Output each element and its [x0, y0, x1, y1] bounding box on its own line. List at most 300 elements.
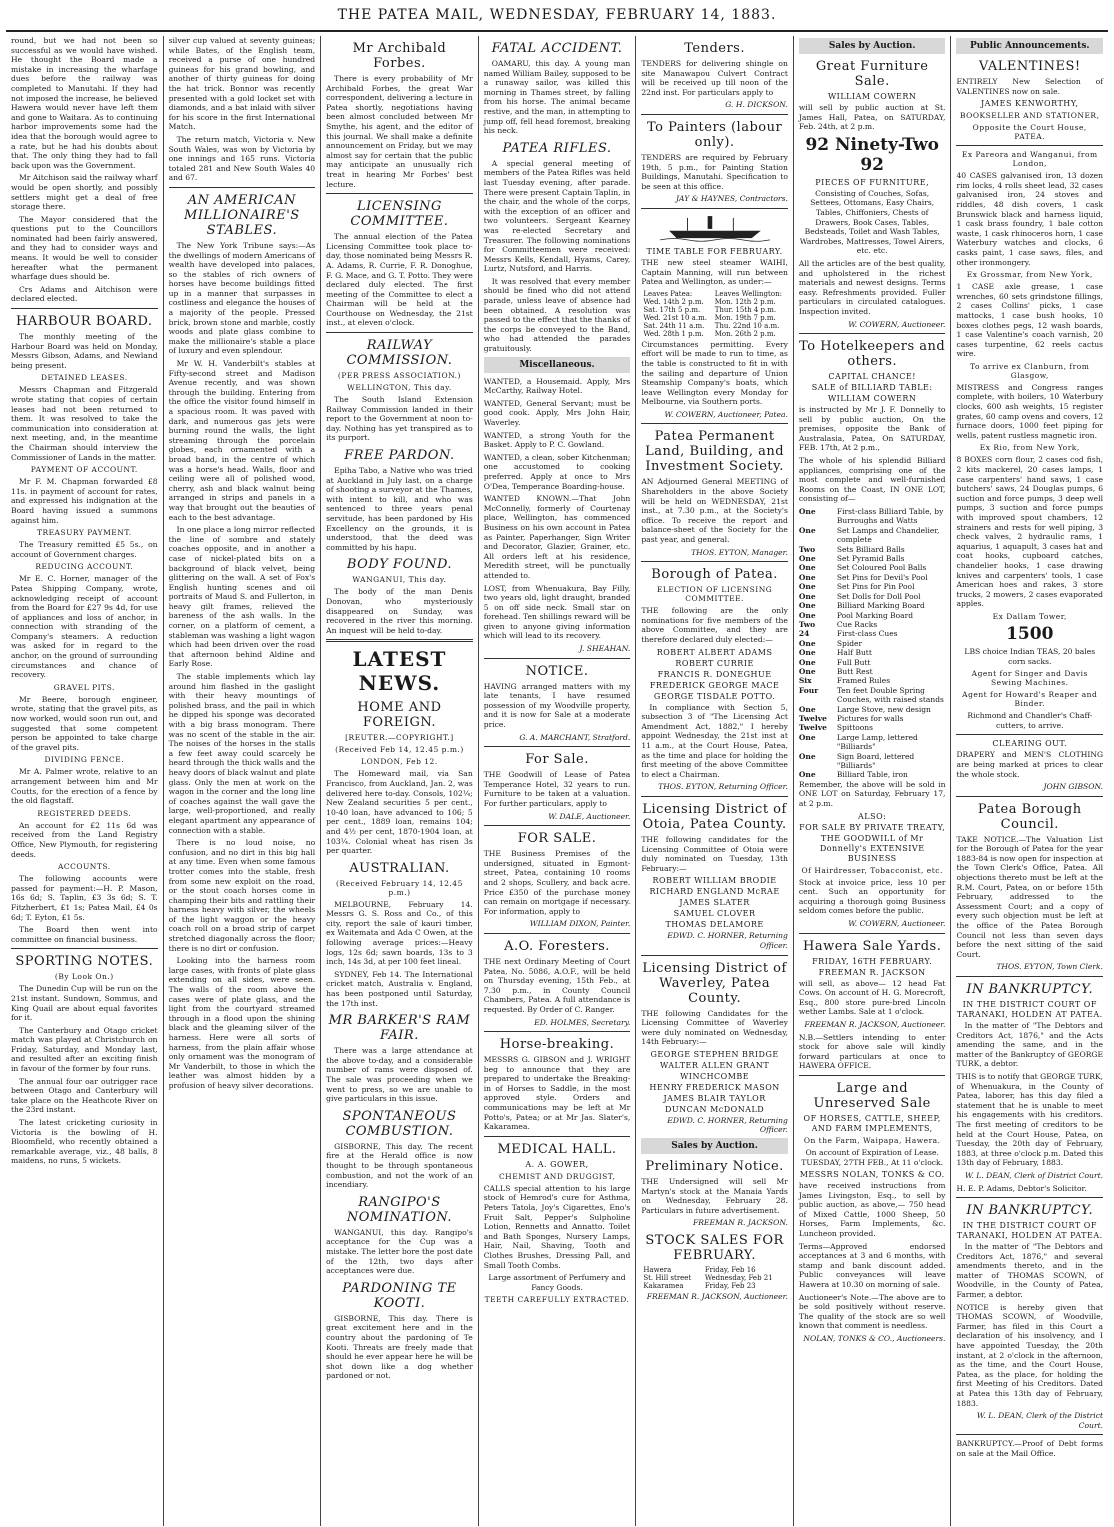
- auctioneer-name: FREEMAN R. JACKSON: [818, 967, 926, 977]
- railway-heading: RAILWAY COMMISSION.: [346, 338, 453, 369]
- divider: [799, 333, 946, 334]
- article-text: Crs Adams and Aitchison were declared elected.: [11, 284, 158, 304]
- lot-item: [799, 545, 946, 554]
- divider: [326, 332, 473, 333]
- timetable-heading: TIME TABLE FOR FEBRUARY.: [646, 246, 783, 256]
- table-cell: Friday, Feb 16: [704, 1266, 756, 1275]
- signature: THOS. EYTON, Manager.: [691, 547, 788, 557]
- shipment-line: Ex Rio, from New York,: [979, 443, 1080, 453]
- candidate-name: RICHARD ENGLAND McRAE: [649, 887, 780, 897]
- classified-ad: TENDERS for delivering shingle on site Manawapou Culvert Contract will be received up till noon of the 22nd inst. For particulars apply to: [641, 59, 788, 97]
- miscellaneous-banner: Miscellaneous.: [484, 357, 631, 373]
- classified-ad: is instructed by Mr J. F. Donnelly to sell by public auction, On the premises, opposite the Bank of Australasia, Patea, On SATURDAY, FEB. 17th, At 2 p.m.,: [798, 405, 946, 453]
- medical-hall-heading: MEDICAL HALL.: [497, 1141, 617, 1157]
- agent-line: Agent for Howard's Reaper and Binder.: [962, 690, 1098, 709]
- lot-item: [799, 639, 946, 648]
- lot-description: Set Pins for Pin Pool: [836, 582, 915, 592]
- signature: FREEMAN R. JACKSON, Auctioneer.: [646, 1292, 788, 1302]
- classified-ad: LOST, from Whenuakura, Bay Filly, two years old, light draught, branded 5 on off side neck. Small star on forehead. Ten shillings reward will be given to anyone giving information which will lead to its recovery.: [483, 583, 631, 641]
- classified-ad: Stock at invoice price, less 10 per cent. Such an opportunity for acquiring a thorough going Business seldom comes before the public.: [798, 877, 946, 916]
- furniture-line: PIECES OF FURNITURE,: [815, 177, 930, 187]
- table-cell: Friday, Feb 23: [704, 1282, 756, 1291]
- lot-quantity: One: [798, 563, 816, 573]
- sale-subheading: OF HORSES, CATTLE, SHEEP, AND FARM IMPLEMENTS,: [803, 1113, 941, 1133]
- lot-quantity: One: [798, 610, 816, 620]
- classified-ad: In the matter of "The Debtors and Creditors Act, 1876," and several amendments thereto, and in the matter of THOMAS SCOWN, of Woodville, in the County of Patea, Farmer, a debtor.: [956, 1242, 1104, 1300]
- lot-description: Set Pins for Devil's Pool: [836, 572, 928, 582]
- signature: JAY & HAYNES, Contractors.: [676, 194, 788, 204]
- divider: [484, 746, 631, 747]
- subheading: ELECTION OF LICENSING COMMITTEE.: [656, 585, 773, 604]
- ram-fair-heading: MR BARKER'S RAM FAIR.: [328, 1013, 471, 1044]
- signature: W. COWERN, Auctioneer.: [848, 918, 946, 928]
- lot-item: [799, 582, 946, 591]
- lot-quantity: One: [798, 648, 816, 658]
- article-text: The Mayor considered that the questions put to the Councillors nominated had been fairly answered, and they had to consider ways and means. It would be well to consider hereafter what the permanent wharfage dues should be.: [11, 214, 158, 282]
- article-text: The annual election of the Patea Licensing Committee took place to-day, those nominated being Messrs R. A. Adams, R. Currie, F. R. Donoghue, F. G. Mace, and G. T. Potto. They were declared duly elected. The first meeting of the Committee to elect a Chairman will be held at the Courthouse on Wednesday, the 21st inst., at eleven o'clock.: [326, 232, 473, 328]
- classified-ad: Consisting of Couches, Sofas, Settees, Ottomans, Easy Chairs, Tables, Chiffoniers, Chests of Drawers, Book Cases, Tables, Bedsteads, Toilet and Wash Tables, Wardrobes, Mattresses, Towel Airers, etc. etc.: [799, 188, 945, 256]
- merchant-name: JAMES KENWORTHY,: [980, 99, 1079, 109]
- column-5: [636, 36, 794, 1526]
- te-kooti-heading: PARDONING TE KOOTI.: [342, 1280, 457, 1311]
- candidate-name: GEORGE STEPHEN BRIDGE: [650, 1049, 779, 1059]
- shipment-line: To arrive ex Clanburn, from Glasgow,: [970, 361, 1090, 380]
- article-text: Looking into the harness room large cases, with fronts of plate glass extending on all sides, were seen. The walls of the room above the cases were of plate glass, and the light from the courtyard streamed through in a flood upon the shining black and the gleaming silver of the harness. Here were all sorts of harness, from the plain affair whose only ornament was the monogram of Mr Vanderbilt, to those in which the leather was almost hidden by a profusion of heavy silver decorations.: [168, 956, 316, 1090]
- lot-description: Set Lamps and Chandelier, complete: [836, 525, 940, 545]
- bankruptcy-heading: IN BANKRUPTCY.: [966, 982, 1094, 997]
- lot-description: Cue Racks: [836, 619, 878, 629]
- latest-news-heading: LATEST NEWS.: [352, 647, 447, 696]
- signature: W. COWERN, Auctioneer, Patea.: [664, 409, 788, 419]
- signature: J. SHEAHAN.: [579, 644, 631, 654]
- table-row: [641, 1274, 788, 1282]
- article-text: The New York Tribune says:—As the dwellings of modern Americans of wealth have developed into palaces, so the stables of rich owners of horses have become buildings fitted up in a manner that surpasses in costliness and elegance the houses of a majority of the people. Pressed brick, brown stone and marble, costly woods and plate glass combine to make the millionaire's stable a place of luxury and even splendour.: [168, 240, 316, 356]
- australian-heading: AUSTRALIAN.: [349, 860, 450, 876]
- lot-description: Billiard Marking Board: [836, 601, 925, 611]
- divider: [641, 423, 788, 424]
- article-text: The Homeward mail, via San Francisco, from Auckland, Jan. 2, was delivered here to-day. Consols, 102¼; New Zealand securities 5 per cent., 10-40 loan, have advanced to 106; 5 per cent., 1889 loan, remains 104; and 4½ per cent, 1870-1904 loan, at 103¼. Colonial wheat has risen 3s per quarter.: [326, 769, 473, 856]
- press-line: (PER PRESS ASSOCIATION.): [337, 371, 461, 381]
- lot-quantity: One: [798, 507, 816, 517]
- borough-heading: Borough of Patea.: [651, 567, 778, 583]
- article-text: Messrs Chapman and Fitzgerald wrote stating that copies of certain leases had not been returned to them. It was resolved to take the communication into consideration at next meeting, and, in the meantime the Chairman should interview the Commissioner of Lands in the matter.: [11, 385, 158, 462]
- signature: G. H. DICKSON.: [725, 100, 788, 110]
- divider: [799, 933, 946, 934]
- combustion-heading: SPONTANEOUS COMBUSTION.: [342, 1108, 457, 1139]
- signature: FREEMAN R. JACKSON, Auctioneer.: [804, 1019, 946, 1029]
- article-text: GISBORNE, This day. The recent fire at the Herald office is now thought to be through spontaneous combustion, and not the work of an incendiary.: [326, 1141, 473, 1190]
- table-row: [641, 298, 788, 306]
- tea-quantity: 1500: [1006, 623, 1054, 644]
- timetable: [641, 290, 788, 338]
- auction-banner: Sales by Auction.: [641, 1138, 788, 1154]
- lot-quantity: One: [798, 572, 816, 582]
- signature: ED. HOLMES, Secretary.: [534, 1017, 631, 1027]
- signature: W. L. DEAN, Clerk of District Court.: [964, 1170, 1104, 1180]
- classified-ad: All the articles are of the best quality, and upholstered in the richest materials and newest designs. Terms easy. Refreshments provided. Fuller particulars in circulated catalogues. Inspection invited.: [798, 258, 946, 316]
- lot-item: [799, 611, 946, 620]
- divider: [484, 1136, 631, 1137]
- lot-quantity: Six: [798, 676, 812, 686]
- steamer-icon: [660, 213, 770, 243]
- signature: NOLAN, TONKS & CO., Auctioneers.: [803, 1334, 946, 1343]
- classified-ad: will sell by public auction at St. James Hall, Patea, on SATURDAY, Feb. 24th, at 2 p.m.: [798, 103, 946, 132]
- subheading: ACCOUNTS.: [57, 862, 111, 872]
- article-text: Mr Beere, borough engineer, wrote, stating that the gravel pits, as now worked, would soon run out, and suggested that some competent person be appointed to take charge of the gravel pits.: [11, 694, 158, 752]
- article-text: In one place a long mirror reflected the line of sombre and stately coaches opposite, and in another a case of nickel-plated bits on a background of black velvet, being glittering on the wall. A set of Fox's English hunting scenes and oil portraits of Maud S. and Fullerton, in heavy gilt frames, relieved the bareness of the ash walls. In the corner, on a platform of cement, a stableman was washing a light wagon which had been driven over the road that afternoon behind Aldine and Early Rose.: [168, 525, 316, 669]
- divider: [956, 734, 1103, 735]
- classified-ad: HAVING arranged matters with my late tenants, I have resumed possession of my Woodville property, and it is now for Sale at a moderate price.: [483, 681, 631, 730]
- classified-ad: WANTED KNOWN.—That John McConnelly, formerly of Courtenay place, Wellington, has commenced Business on his own account in Patea as Painter, Paperhanger, Sign Writer and Decorator, Glazier, Grainer, etc. All orders left at his residence, Meredith street, will be punctually attended to.: [483, 494, 631, 580]
- classified-ad: In compliance with Section 5, subsection 3 of "The Licensing Act Amendment Act, 1882," I hereby appoint Wednesday, the 21st inst at 11 a.m., at the Court House, Patea, as the time and place for holding the first meeting of the above Committee to elect a Chairman.: [641, 702, 788, 779]
- lot-quantity: Twelve: [798, 713, 827, 723]
- signature: JOHN GIBSON.: [1043, 782, 1104, 792]
- divider: [956, 1197, 1103, 1198]
- subheading: TREASURY PAYMENT.: [36, 528, 132, 538]
- signature: W. L. DEAN, Clerk of the District Court.: [976, 1411, 1104, 1430]
- article-text: The latest cricketing curiosity in Victoria is the bowling of H. Bloomfield, who recently obtained a remarkable average, viz., 48 balls, 8 maidens, no runs, 5 wickets.: [11, 1118, 158, 1166]
- notice-heading: NOTICE.: [525, 663, 589, 679]
- lot-description: Pictures for walls: [836, 713, 904, 723]
- lot-description: Billiard Table, iron: [836, 770, 908, 780]
- agent-line: Agent for Singer and Davis Sewing Machines.: [971, 669, 1088, 688]
- signature: THOS. EYTON, Returning Officer.: [658, 782, 788, 792]
- body-found-heading: BODY FOUND.: [346, 557, 453, 573]
- classified-ad: TAKE NOTICE.—The Valuation List for the Borough of Patea for the year 1883-84 is now open for inspection at the Town Clerk's Office, Patea. All objections thereto must be left at the R.M. Court, Patea, on or before 15th February, addressed to the Assessment Court; and a copy of every such objection must be left at the office of the Patea Borough Council not less than seven days before the next sitting of the said Court.: [956, 834, 1104, 959]
- lot-item: [799, 526, 946, 545]
- lot-description: Sign Board, lettered "Billiards": [836, 751, 915, 770]
- table-header: Leaves Wellington:: [714, 289, 782, 298]
- lot-description: Ten feet Double Spring Couches, with raised stands: [836, 685, 944, 705]
- lot-item: [799, 648, 946, 657]
- table-cell: Mon. 19th 7 p.m.: [714, 313, 776, 322]
- lot-item: [799, 733, 946, 752]
- also-line: ALSO:: [858, 811, 887, 821]
- lot-quantity: One: [798, 638, 816, 648]
- lot-item: [799, 620, 946, 629]
- article-text: The stable implements which lay around him flashed in the gaslight with their heavy mountings of polished brass, and the pail in which he dipped his sponge was decorated with a big brass monogram. There was no scent of the stable in the air. The noises of the horses in the stalls a few feet away could scarcely be heard through the thick walls and the heavy doors of black walnut and plate glass. Only the men at work on the wagon in the corner and the long line of coaches against the wall gave the large, well-proportioned, and really elegant apartment any appearance of connection with a stable.: [168, 672, 316, 835]
- sale-date: FRIDAY, 16TH FEBRUARY.: [812, 956, 933, 966]
- classified-ad: Richmond and Chandler's Chaff-cutters, to arrive.: [967, 711, 1093, 730]
- lot-description: Large Stove, new design: [836, 704, 931, 714]
- classified-ad: WANTED, a Housemaid. Apply, Mrs McCarthy, Railway Hotel.: [483, 376, 631, 396]
- dateline: WELLINGTON, This day.: [347, 383, 452, 393]
- classified-ad: TENDERS are required by February 19th, 5 p.m., for Painting Station Buildings, Manutahi. Specification to be seen at this office.: [641, 152, 788, 191]
- subheading: DETAINED LEASES.: [40, 373, 128, 383]
- furniture-sale-heading: Great Furniture Sale.: [815, 59, 929, 89]
- lot-item: [799, 563, 946, 572]
- classified-ad: THE new steel steamer WAIHI, Captain Manning, will run between Patea and Wellington, as under:—: [641, 257, 788, 287]
- article-text: The return match, Victoria v. New South Wales, was won by Victoria by one innings and 165 runs. Victoria totaled 281 and New South Wales 40 and 67.: [168, 134, 316, 183]
- forbes-heading: Mr Archibald Forbes.: [352, 41, 447, 71]
- classified-ad: 8 BOXES corn flour, 2 cases cod fish, 2 kits mackerel, 20 cases lamps, 1 case carpenters' hand saws, 1 case butchers' saws, 24 Douglas pumps, 6 suction and force pumps, 3 deep well pumps, 3 suction and force pumps with improved spout chambers, 12 strainers and rests for well piping, 3 check valves, 2 hydraulic rams, 1 aquarius, 1 aquapult, 3 cases hat and coat hooks, cupboard catches, chandelier hooks, 1 case drawing knives and carpenters' tools, 1 case American hoes and rakes, 3 store trucks, 2 mowers, 2 cases evaporated apples.: [956, 455, 1104, 609]
- table-row: [641, 1266, 788, 1274]
- rangipo-heading: RANGIPO'S NOMINATION.: [346, 1194, 453, 1225]
- lot-quantity: One: [798, 601, 816, 611]
- preliminary-heading: Preliminary Notice.: [645, 1159, 784, 1175]
- table-cell: Wed. 14th 2 p.m.: [643, 297, 704, 306]
- signature: W. DALE, Auctioneer.: [548, 811, 631, 821]
- dateline: LONDON, Feb 12.: [361, 757, 438, 767]
- table-row: [641, 322, 788, 330]
- article-text: Mr A. Palmer wrote, relative to an arrangement between him and Mr Coutts, for the erection of a fence by the old flagstaff.: [11, 767, 158, 806]
- article-text: The body of the man Denis Donovan, who mysteriously disappeared on Sunday, was recovered in the river this morning. An inquest will be held to-day.: [326, 587, 473, 635]
- candidate-name: DUNCAN McDONALD: [664, 1104, 765, 1114]
- lot-description: First-class Billiard Table, by Burroughs and Watts: [836, 507, 944, 526]
- article-text: A special general meeting of members of the Patea Rifles was held last Tuesday evening, after parade. There were present Captain Taplin, in the chair, and the whole of the corps, with the exception of an officer and two volunteers. Sergeant Kearney was re-elected Secretary and Treasurer. The following nominations for Committeemen were received: Messrs Kells, Kendall, Hyams, Carey, Lurtz, Nutsford, and Harris.: [483, 158, 631, 274]
- table-row: [641, 290, 788, 298]
- hairdresser-line: Of Hairdresser, Tobacconist, etc.: [801, 865, 943, 875]
- lot-description: Framed Rules: [836, 676, 891, 686]
- article-text: The Treasury remitted £5 5s., on account of Government charges.: [11, 540, 158, 559]
- article-text: The Canterbury and Otago cricket match was played at Christchurch on Friday, Saturday, and Monday last, and resulted after an exciting finish in favour of the former by four runs.: [11, 1025, 158, 1074]
- lot-description: Set Pyramid Balls: [836, 554, 905, 564]
- unreserved-sale-heading: Large and Unreserved Sale: [813, 1080, 931, 1111]
- classified-ad: Large assortment of Perfumery and Fancy Goods.: [488, 1273, 626, 1292]
- classified-ad: THE Goodwill of Lease of Patea Temperance Hotel, 32 years to run. Furniture to be taken at a valuation. For further particulars, apply to: [483, 770, 631, 808]
- land-society-heading: Patea Permanent Land, Building, and Investment Society.: [645, 429, 785, 475]
- subheading: REGISTERED DEEDS.: [37, 808, 132, 818]
- article-text: MELBOURNE, February 14. Messrs G. S. Ross and Co., of this city, report the sale of kauri timber, ex Waitemata and Ada C Owen, at the following average prices:—Heavy logs, 12s 6d; sawn boards, 13s to 3 inch, 14s 3d, at per 100 feet lineal.: [326, 899, 473, 967]
- classified-ad: THE following are the only nominations for five members of the above Committee, and they are therefore declared duly elected:—: [641, 606, 788, 644]
- lot-item: [799, 770, 946, 779]
- divider: [641, 561, 788, 562]
- goodwill-line: THE GOODWILL of Mr Donnelly's EXTENSIVE BUSINESS: [819, 833, 925, 863]
- painters-heading: To Painters (labour only).: [646, 119, 783, 150]
- classified-ad: In the matter of "The Debtors and Creditors Act, 1876," and the Acts amending the same, and in the matter of the Bankruptcy of GEORGE TURK, a debtor.: [956, 1021, 1104, 1069]
- bankruptcy-heading: IN BANKRUPTCY.: [966, 1203, 1094, 1219]
- table-cell: Sat. 24th 11 a.m.: [643, 321, 705, 330]
- classified-ad: will sell, as above— 12 head Fat Cows. On account of H. G. Morecroft, Esq., 800 store pure-bred Lincoln wether Lambs. Sale at 1 o'clock.: [798, 978, 946, 1017]
- classified-ad: Auctioneer's Note.—The above are to be sold positively without reserve. The quality of the stock are so well known that comment is needless.: [798, 1292, 946, 1331]
- lot-quantity: One: [798, 666, 816, 676]
- ninety-two-banner: 92 Ninety-Two 92: [805, 134, 939, 175]
- article-text: GISBORNE, This day. There is great excitement here and in the country about the pardoning of Te Kooti. Threats are freely made that should he ever appear here he will be shot down like a dog whether pardoned or not.: [326, 1313, 473, 1381]
- table-cell: Kakaramea: [643, 1282, 684, 1291]
- lot-quantity: One: [798, 770, 816, 780]
- hotelkeepers-heading: To Hotelkeepers and others.: [799, 339, 946, 370]
- lot-item: [799, 676, 946, 685]
- table-cell: Wed. 21st 10 a.m.: [643, 313, 707, 322]
- candidate-name: FREDERICK GEORGE MACE: [649, 680, 780, 690]
- tenders-heading: Tenders.: [684, 41, 745, 56]
- divider: [326, 193, 473, 194]
- table-cell: Sat. 17th 5 p.m.: [643, 305, 701, 314]
- classified-ad: Circumstances permitting. Every effort will be made to run to time, as the table is constructed to fit in with the sailing and departure of Union Steamship Company's boats, which leave Wellington every Monday for Melbourne, via Southern ports.: [641, 339, 788, 407]
- article-text: Mr F. M. Chapman forwarded £8 11s. in payment of account for rates, and expressed his indignation at the Board having issued a summons against him.: [11, 477, 158, 525]
- harbour-board-heading: HARBOUR BOARD.: [16, 314, 153, 330]
- signature: THOS. EYTON, Town Clerk.: [996, 962, 1104, 972]
- lot-item: [799, 686, 946, 705]
- table-row: [641, 314, 788, 322]
- classified-ad: 1 CASE axle grease, 1 case wrenches, 60 sets grindstone fillings, 2 cases Collins' picks, 1 case mattocks, 1 case bush hooks, 10 boxes clothes pegs, 12 wash boards, 1 case Valentine's coach varnish, 20 cases turpentine, 62 reels cactus wire.: [956, 282, 1104, 359]
- lot-quantity: One: [798, 591, 816, 601]
- dateline: WANGANUI, This day.: [352, 575, 447, 585]
- divider: [956, 1434, 1103, 1435]
- classified-ad: WANTED, a clean, sober Kitchenman; one accustomed to cooking preferred. Apply at once to Mrs O'Dea, Temperance Boarding-house.: [483, 452, 631, 491]
- lot-description: Full Butt: [836, 657, 871, 667]
- column-6: [794, 36, 952, 1526]
- lot-description: Spider: [836, 638, 863, 648]
- table-cell: Hawera: [643, 1266, 672, 1275]
- lot-quantity: Two: [798, 619, 816, 629]
- divider: [956, 796, 1103, 797]
- divider: [484, 1031, 631, 1032]
- classified-ad: THE following candidates for the Licensing Committee of Otoia were duly nominated on Tuesday, 13th February:—: [641, 834, 788, 873]
- lot-description: Large Lamp, lettered "Billiards": [836, 732, 918, 752]
- table-row: [641, 1282, 788, 1290]
- patea-rifles-heading: PATEA RIFLES.: [502, 140, 612, 156]
- article-text: There is every probability of Mr Archibald Forbes, the great War correspondent, delivering a lecture in Patea shortly, negotiations having been almost concluded between Mr Smythe, his agent, and the editor of this journal. We shall make a definite announcement on Friday, but we may almost say for certain that the public may anticipate an unusually rich treat in hearing Mr Forbes' best lecture.: [326, 74, 473, 189]
- lot-description: Pool Marking Board: [836, 610, 914, 620]
- auctioneer-name: MESSRS NOLAN, TONKS & CO.: [799, 1170, 945, 1180]
- lot-description: Sets Billiard Balls: [836, 544, 905, 554]
- lot-description: Spittoons: [836, 723, 873, 733]
- column-3: [321, 36, 479, 1526]
- lot-description: First-class Cues: [836, 629, 898, 639]
- classified-ad: THE Undersigned will sell Mr Martyn's stock at the Manaia Yards on Wednesday, February 28. Particulars in future advertisement.: [641, 1177, 788, 1215]
- candidate-name: THOMAS DELAMORE: [665, 920, 764, 930]
- article-text: There was a large attendance at the above to-day, and a considerable number of rams were disposed of. The sale was proceeding when we went to press, so we are unable to give particulars in this issue.: [326, 1046, 473, 1104]
- table-row: [641, 330, 788, 338]
- merchant-trade: BOOKSELLER AND STATIONER,: [960, 111, 1100, 121]
- classified-ad: CALLS special attention to his large stock of Hemrod's cure for Asthma, Peters Tatola, Joy's Cigarettes, Eno's Fruit Salt, Pepper's Sulpholine Lotion, Rennetts and Annatto. Toilet and Bath Sponges, Nursery Lamps, Hair, Nail, Shaving, Tooth and Clothes Brushes, Dressing Pall, and Small Tooth Combs.: [483, 1183, 631, 1270]
- candidate-name: GEORGE TISDALE POTTO.: [653, 691, 776, 701]
- lot-item: [799, 752, 946, 771]
- lot-item: [799, 714, 946, 723]
- classified-ad: WANTED, General Servant; must be good cook. Apply, Mrs John Hair, Waverley.: [483, 398, 631, 427]
- private-treaty: FOR SALE BY PRIVATE TREATY,: [799, 822, 946, 832]
- classified-ad: DRAPERY and MEN'S CLOTHING are being marked at prices to clear the whole stock.: [956, 750, 1104, 779]
- classified-ad: N.B.—Settlers intending to enter stock for above sale will kindly forward particulars at once to HAWERA OFFICE.: [798, 1032, 946, 1071]
- classified-ad: have received instructions from James Livingston, Esq., to sell by public auction, as above,— 750 head of Mixed Cattle, 1000 Sheep, 50 Horses, Farm Implements, &c. Luncheon provided.: [798, 1181, 946, 1239]
- lot-item: [799, 629, 946, 638]
- column-7: [951, 36, 1108, 1526]
- classified-ad: THE following Candidates for the Licensing Committee of Waverley were duly nominated on Wednesday, 14th February:—: [641, 1008, 788, 1047]
- table-cell: Wed. 28th 1 p.m.: [643, 329, 704, 338]
- stables-heading: AN AMERICAN MILLIONAIRE'S STABLES.: [184, 192, 300, 238]
- lot-item: [799, 705, 946, 714]
- subheading: REDUCING ACCOUNT.: [35, 562, 134, 572]
- chemist-name: A. A. GOWER,: [525, 1159, 589, 1169]
- announcements-banner: Public Announcements.: [956, 38, 1103, 54]
- lot-item: [799, 592, 946, 601]
- lot-quantity: One: [798, 582, 816, 592]
- divider: [641, 955, 788, 956]
- classified-ad: THIS is to notify that GEORGE TURK, of Whenuakura, in the County of Patea, laborer, has this day filed a statement that he is unable to meet his engagements with his creditors. The first meeting of creditors to be held at the Court House, Patea, on Tuesday, the 20th day of February, 1883, at three o'clock p.m. Dated this 13th day of February, 1883.: [956, 1071, 1104, 1168]
- lot-item: [799, 507, 946, 526]
- stock-sales-heading: STOCK SALES FOR FEBRUARY.: [645, 1233, 784, 1264]
- table-cell: Wednesday, Feb 21: [704, 1274, 773, 1283]
- classified-ad: AN Adjourned General MEETING of Shareholders in the above Society will be held on WEDNESDAY, 21st inst., at 7.30 p.m., at the Society's office. To receive the report and balance-sheet of the Society for the past year, and general.: [641, 477, 788, 545]
- shipment-line: Ex Pareora and Wanganui, from London,: [961, 150, 1098, 169]
- lot-item: [799, 723, 946, 732]
- table-cell: St. Hill street: [643, 1274, 692, 1283]
- lot-quantity: One: [798, 751, 816, 761]
- divider: [484, 933, 631, 934]
- columns: [6, 36, 1108, 1526]
- signature: EDWD. C. HORNER, Returning Officer.: [667, 931, 788, 950]
- stock-sales-table: [641, 1266, 788, 1290]
- capital-chance: CAPITAL CHANCE!: [828, 372, 916, 382]
- signature: FREEMAN R. JACKSON.: [692, 1218, 788, 1228]
- article-text: There is no loud noise, no confusion, and no dirt in this big hall at any time. Even when some famous trotter comes into the stable, fresh from some new exploit on the road, or the stout coach horses come in champing their bits and rattling their harness heavy with silver, the wheels of the light waggon or the heavy coach roll on a broad strip of carpet stretched diagonally across the floor; there is no dirt or confusion.: [168, 838, 316, 953]
- candidate-name: SAMUEL CLOVER: [673, 909, 756, 919]
- article-text: Mr W. H. Vanderbilt's stables at Fifty-second street and Madison Avenue recently, and was shown through the building. Entering from the office the visitor found himself in a spacious room. It was paved with dark, and numerous gas jets were burning round the walls, the light streaming through the porcelain globes, each ornamented with a broad band, in the centre of which was a horse's head. Walls, floor and ceiling were all of polished wood, cherry, ash and black walnut being arranged in strips and panels in a way that brought out the beauties of each to the best advantage.: [168, 359, 316, 522]
- classified-ad: BANKRUPTCY.—Proof of Debt forms on sale at the Mail Office.: [956, 1439, 1104, 1458]
- divider: [326, 639, 473, 642]
- signature: EDWD. C. HORNER, Returning Officer.: [667, 1115, 788, 1135]
- classified-ad: Remember, the above will be sold in ONE LOT on Saturday, February 17, at 2 p.m.: [798, 779, 946, 808]
- chemist-title: CHEMIST AND DRUGGIST,: [498, 1171, 616, 1181]
- home-foreign-heading: HOME AND FOREIGN.: [357, 700, 442, 731]
- candidate-name: JAMES SLATER: [679, 898, 750, 908]
- subheading: DIVIDING FENCE.: [44, 755, 125, 765]
- column-4: [479, 36, 637, 1526]
- divider: [11, 308, 158, 309]
- borough-council-heading: Patea Borough Council.: [977, 801, 1082, 832]
- merchant-address: Opposite the Court House, PATEA.: [972, 123, 1087, 142]
- otoia-heading: Licensing District of Otoia, Patea County.: [642, 801, 787, 832]
- classified-ad: THE Business Premises of the undersigned, situated in Egmont-street, Patea, containing 10 rooms and 2 shops, Scullery, and back acre. Price £350 of the purchase money can remain on mortgage if necessary. For information, apply to: [483, 849, 631, 916]
- article-text: OAMARU, this day. A young man named William Bailey, supposed to be a runaway sailor, was killed this morning in Thames street, by falling from his horse. The animal became restive, and the man, in attempting to jump off, fell head foremost, breaking his neck.: [483, 59, 631, 136]
- candidate-name: HENRY FREDERICK MASON: [649, 1082, 780, 1092]
- article-text: The Dunedin Cup will be run on the 21st instant. Sundown, Sommus, and King Quail are about equal favorites for it.: [11, 984, 158, 1023]
- signature: WILLIAM DIXON, Painter.: [529, 919, 631, 929]
- article-text: An account for £2 11s 6d was received from the Land Registry Office, New Plymouth, for registering deeds.: [11, 820, 158, 859]
- article-text: silver cup valued at seventy guineas; while Bates, of the English team, received a purse of one hundred guineas for his grand bowling, and another of thirty guineas for doing the hat trick. Bonnor was recently presented with a gold locket set with diamonds, and a bat inlaid with silver for his score in the first International Match.: [168, 36, 316, 132]
- article-text: SYDNEY, Feb 14. The International cricket match, Australia v. England, has been postponed until Saturday, the 17th inst.: [326, 969, 473, 1008]
- waverley-heading: Licensing District of Waverley, Patea County.: [642, 960, 787, 1006]
- foresters-heading: A.O. Foresters.: [504, 938, 610, 954]
- lot-item: [799, 573, 946, 582]
- lot-description: Set Dolls for Doll Pool: [836, 591, 921, 601]
- signature: H. E. P. Adams, Debtor's Solicitor.: [956, 1183, 1087, 1193]
- classified-ad: 40 CASES galvanised iron, 13 dozen rim locks, 4 rolls sheet lead, 32 cases galvanised iron, 24 stoves and riddles, 48 dish covers, 1 cask Brunswick black and harness liquid, 1 cask brass foundry, 1 bale cotton waste, 1 cask rhinoceros horn, 1 case Waterbury watches and clocks, 6 casks paint, 1 case saws, files, and other ironmongery.: [956, 171, 1104, 267]
- shipment-line: Ex Dallam Tower,: [992, 611, 1067, 621]
- lot-quantity: One: [798, 554, 816, 564]
- lot-description: Half Butt: [836, 648, 872, 658]
- table-cell: Thu. 22nd 10 a.m.: [714, 321, 780, 330]
- classified-ad: MESSRS G. GIBSON and J. WRIGHT beg to announce that they are prepared to undertake the Breaking-in of Horses to Saddle, in the most approved style. Orders and communications may be left at Mr Potto's, Patea; or at Mr Jas. Slater's, Kakaramea.: [483, 1055, 631, 1132]
- lot-quantity: One: [798, 657, 816, 667]
- divider: [169, 187, 316, 188]
- lot-list: [799, 507, 946, 780]
- candidate-name: ROBERT WILLIAM BRODIE: [652, 876, 777, 886]
- table-cell: Mon. 12th 2 p.m.: [714, 297, 776, 306]
- table-cell: Thur. 15th 4 p.m.: [714, 305, 777, 314]
- lot-quantity: One: [798, 525, 816, 535]
- divider: [641, 208, 788, 209]
- auctioneer-name: WILLIAM COWERN: [827, 394, 917, 404]
- farm-line: On the Farm, Waipapa, Hawera.: [803, 1135, 941, 1145]
- fatal-accident-heading: FATAL ACCIDENT.: [491, 41, 623, 56]
- auctioneer-name: WILLIAM COWERN: [827, 92, 917, 101]
- classified-ad: LBS choice Indian TEAS, 20 bales corn sacks.: [964, 646, 1096, 666]
- sale-yards-heading: Hawera Sale Yards.: [803, 938, 942, 954]
- court-line: IN THE DISTRICT COURT OF TARANAKI, HOLDEN AT PATEA.: [956, 1221, 1103, 1241]
- classified-ad: ENTIRELY New Selection of VALENTINES now on sale.: [956, 77, 1104, 96]
- clearing-heading: CLEARING OUT.: [992, 739, 1068, 749]
- received-line: (Received Feb 14, 12.45 p.m.): [335, 745, 464, 755]
- lot-item: [799, 601, 946, 610]
- classified-ad: On account of Expiration of Lease. TUESDAY, 27TH FEB., At 11 o'clock.: [801, 1147, 944, 1167]
- for-sale-heading: FOR SALE.: [517, 831, 597, 847]
- auction-banner: Sales by Auction.: [799, 38, 946, 54]
- sporting-notes-heading: SPORTING NOTES.: [15, 954, 154, 970]
- candidate-name: WINCHCOMBE: [680, 1071, 750, 1081]
- table-cell: Mon. 26th 2 p.m.: [714, 329, 776, 338]
